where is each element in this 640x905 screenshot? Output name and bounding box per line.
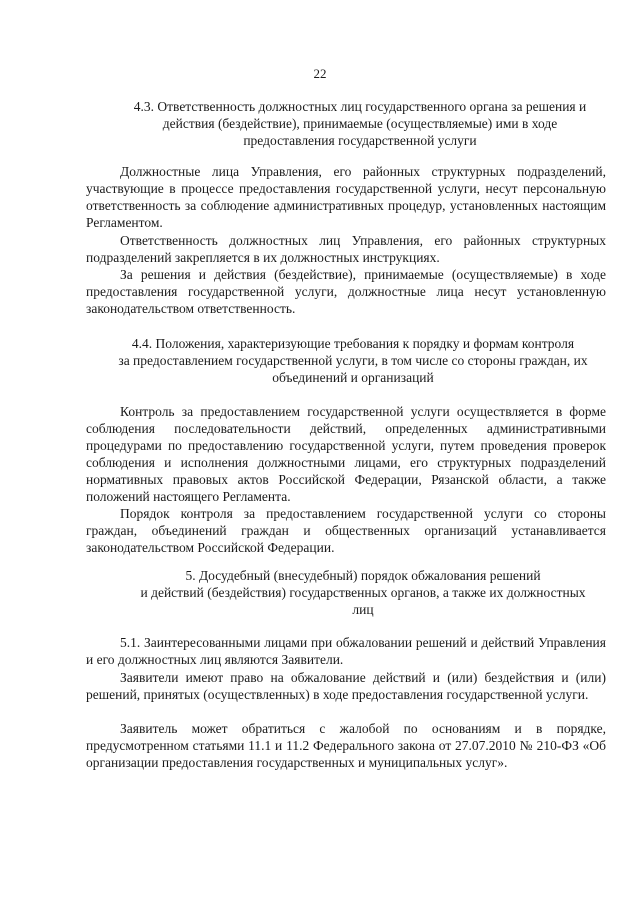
- paragraph: Контроль за предоставлением государственной услуги осуществляется в форме соблюдения последовательности действий, определенных административными процедурами по предоставлению государственной услуги, путем проведения проверок соблюдения и исполнения должностными лицами, его структурных подразделений нормативных правовых актов Российской Федерации, Рязанской области, а также положений настоящего Регламента.: [86, 404, 606, 504]
- heading-line: лиц: [352, 602, 374, 617]
- heading-line: действия (бездействие), принимаемые (осуществляемые) ими в ходе: [162, 116, 558, 131]
- paragraph: 5.1. Заинтересованными лицами при обжаловании решений и действий Управления и его должностных лиц являются Заявители.: [86, 635, 606, 667]
- paragraph: Должностные лица Управления, его районных структурных подразделений, участвующие в процессе предоставления государственной услуги, несут персональную ответственность за соблюдение административных процедур, установленных настоящим Регламентом.: [86, 164, 606, 230]
- paragraph: За решения и действия (бездействие), принимаемые (осуществляемые) в ходе предоставления государственной услуги, должностные лица несут установленную законодательством ответственность.: [86, 267, 606, 316]
- heading-line: объединений и организаций: [272, 370, 434, 385]
- section-4-4-heading: [86, 335, 620, 386]
- paragraph: Ответственность должностных лиц Управления, его районных структурных подразделений закрепляется в их должностных инструкциях.: [86, 233, 606, 265]
- section-4-3-heading: [100, 98, 620, 149]
- heading-line: 5. Досудебный (внесудебный) порядок обжалования решений: [185, 568, 541, 583]
- section-5-heading: [106, 567, 620, 618]
- paragraph: Порядок контроля за предоставлением государственной услуги со стороны граждан, объединений граждан и общественных организаций устанавливается законодательством Российской Федерации.: [86, 506, 606, 555]
- paragraph: Заявитель может обратиться с жалобой по основаниям и в порядке, предусмотренном статьями 11.1 и 11.2 Федерального закона от 27.07.2010 № 210-ФЗ «Об организации предоставления государственных и муниципальных услуг».: [86, 721, 606, 770]
- heading-line: и действий (бездействия) государственных органов, а также их должностных: [140, 585, 586, 600]
- page-number: 22: [313, 66, 327, 81]
- heading-line: за предоставлением государственной услуги, в том числе со стороны граждан, их: [118, 353, 588, 368]
- heading-line: 4.3. Ответственность должностных лиц государственного органа за решения и: [133, 99, 587, 114]
- heading-line: 4.4. Положения, характеризующие требования к порядку и формам контроля: [131, 336, 575, 351]
- paragraph: Заявители имеют право на обжалование действий и (или) бездействия и (или) решений, принятых (осуществленных) в ходе предоставления государственной услуги.: [86, 670, 606, 702]
- heading-line: предоставления государственной услуги: [243, 133, 477, 148]
